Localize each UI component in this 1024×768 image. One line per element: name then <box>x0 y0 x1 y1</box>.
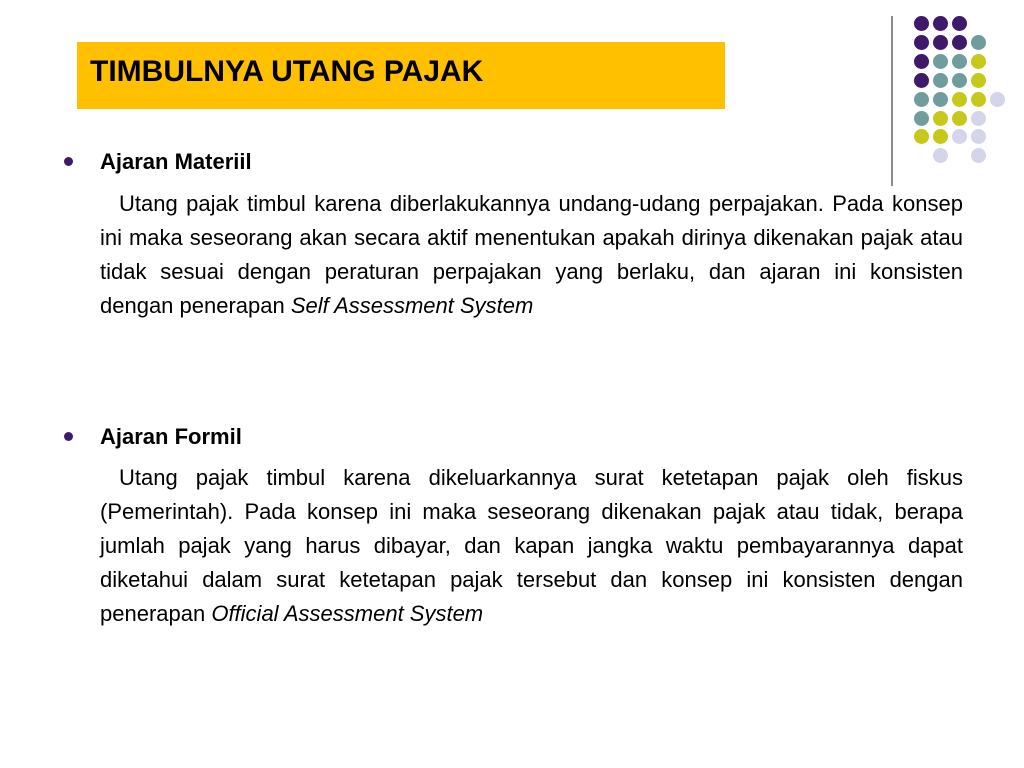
dot <box>952 111 967 126</box>
dot <box>971 148 986 163</box>
dot <box>914 54 929 69</box>
dot <box>914 35 929 50</box>
paragraph-emphasis: Official Assessment System <box>211 601 484 626</box>
dot <box>971 92 986 107</box>
dot <box>933 148 948 163</box>
dot <box>933 16 948 31</box>
paragraph-text: Utang pajak timbul karena dikeluarkannya surat ketetapan pajak oleh fiskus (Pemerintah). Pada konsep ini maka seseorang dikenakan pajak atau tidak, berapa jumlah pajak yang harus dibayar, dan kapan jangka waktu pembayarannya dapat diketahui dalam surat ketetapan pajak tersebut dan konsep ini konsisten dengan penerapan <box>100 465 963 626</box>
dot <box>933 54 948 69</box>
dot <box>933 129 948 144</box>
dot <box>914 73 929 88</box>
slide-title: TIMBULNYA UTANG PAJAK <box>90 55 484 88</box>
section-paragraph <box>100 187 963 323</box>
section-heading: Ajaran Materiil <box>100 149 252 174</box>
dot <box>971 129 986 144</box>
dot <box>914 129 929 144</box>
bullet-icon <box>64 157 73 166</box>
dot <box>971 73 986 88</box>
dot <box>990 92 1005 107</box>
dot <box>952 129 967 144</box>
paragraph-text: Utang pajak timbul karena diberlakukannya undang-udang perpajakan. Pada konsep ini maka seseorang akan secara aktif menentukan apakah dirinya dikenakan pajak atau tidak sesuai dengan peraturan perpajakan yang berlaku, dan ajaran ini konsisten dengan penerapan <box>100 191 963 318</box>
dot <box>952 92 967 107</box>
dot <box>952 35 967 50</box>
dot <box>914 92 929 107</box>
dot <box>933 92 948 107</box>
dot <box>914 16 929 31</box>
dot <box>971 35 986 50</box>
dot <box>933 73 948 88</box>
dot <box>933 111 948 126</box>
title-banner <box>77 42 725 109</box>
dot <box>952 73 967 88</box>
dot <box>971 111 986 126</box>
dot <box>933 35 948 50</box>
paragraph-emphasis: Self Assessment System <box>290 293 534 318</box>
dot <box>914 111 929 126</box>
bullet-icon <box>64 432 73 441</box>
decorative-divider <box>891 16 893 186</box>
dot <box>971 54 986 69</box>
dot <box>952 16 967 31</box>
dot <box>952 54 967 69</box>
section-heading: Ajaran Formil <box>100 424 242 449</box>
section-paragraph <box>100 461 963 631</box>
